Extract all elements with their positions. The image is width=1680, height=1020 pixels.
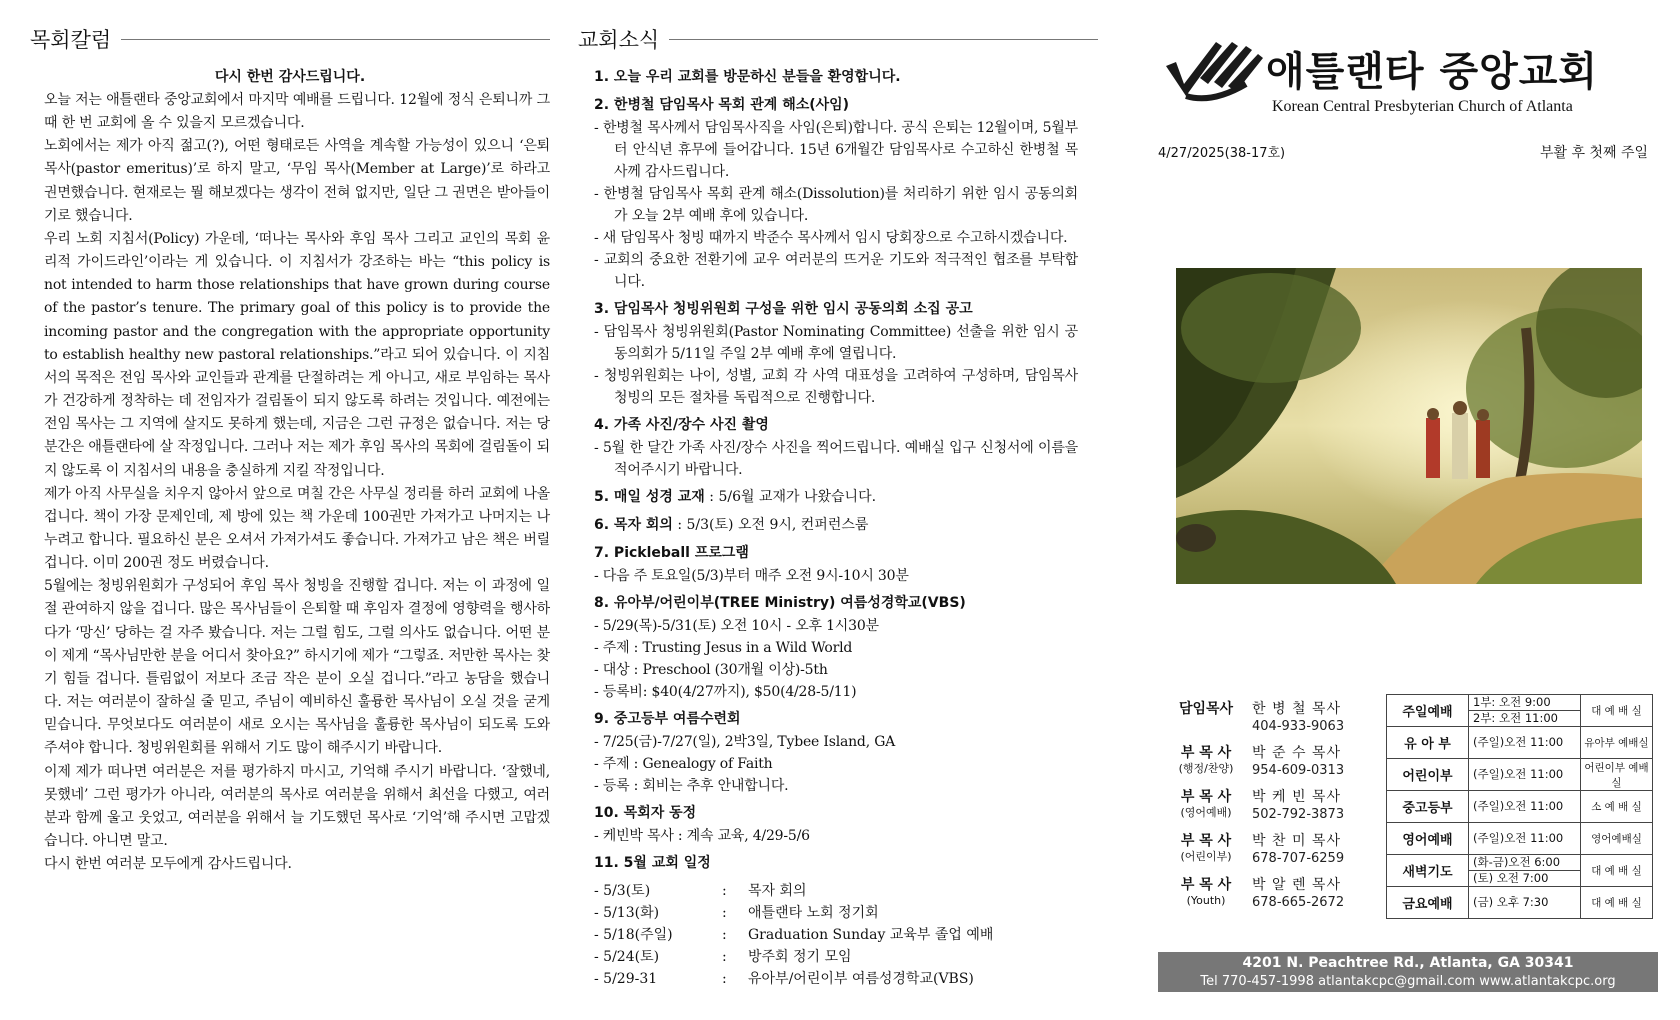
news-item <box>594 852 1078 875</box>
news-item-heading <box>594 94 1078 117</box>
news-item-line: - 주제 : Genealogy of Faith <box>594 756 773 772</box>
worship-time-line: (토) 오전 7:00 <box>1473 871 1549 885</box>
pastoral-staff-list <box>1166 700 1384 920</box>
worship-time <box>1469 791 1581 823</box>
worship-place: 대 예 배 실 <box>1581 695 1653 727</box>
staff-name: 박 준 수 목사 <box>1252 745 1341 761</box>
staff-ministry: (Youth) <box>1186 894 1226 907</box>
worship-place: 소 예 배 실 <box>1581 791 1653 823</box>
bulletin-date: 4/27/2025(38-17호) <box>1158 146 1286 161</box>
news-item-title: 6. 목자 회의 <box>594 517 673 533</box>
worship-time <box>1469 887 1581 919</box>
pastoral-column <box>30 22 550 876</box>
worship-name: 영어예배 <box>1387 823 1469 855</box>
staff-info <box>1246 876 1344 920</box>
worship-name: 어린이부 <box>1387 759 1469 791</box>
schedule-row <box>594 968 1078 990</box>
news-item-detail: : 5/3(토) 오전 9시, 컨퍼런스룸 <box>672 517 869 533</box>
schedule-event: Graduation Sunday 교육부 졸업 예배 <box>748 927 994 943</box>
news-item-title: 4. 가족 사진/장수 사진 촬영 <box>594 417 769 433</box>
schedule-row <box>594 880 1078 902</box>
worship-name: 금요예배 <box>1387 887 1469 919</box>
staff-role <box>1166 876 1246 920</box>
staff-title: 부 목 사 <box>1180 745 1232 761</box>
schedule-event: 유아부/어린이부 여름성경학교(VBS) <box>748 971 974 987</box>
news-item <box>594 802 1078 847</box>
news-list <box>578 66 1078 990</box>
worship-place: 유아부 예배실 <box>1581 727 1653 759</box>
staff-ministry: (어린이부) <box>1180 850 1232 863</box>
staff-title: 부 목 사 <box>1180 833 1232 849</box>
schedule-separator: : <box>722 883 727 899</box>
column-heading-label: 목회칼럼 <box>30 28 112 52</box>
worship-time <box>1469 823 1581 855</box>
worship-row <box>1387 855 1653 887</box>
schedule-date: - 5/18(주일) <box>594 927 673 943</box>
news-item-line: - 한병철 목사께서 담임목사직을 사임(은퇴)합니다. 공식 은퇴는 12월이며, 5월부터 안식년 휴무에 들어갑니다. 15년 6개월간 담임목사로 수고하신 한병철 목사께 감사드립니다. <box>594 120 1078 180</box>
column-paragraph: 우리 노회 지침서(Policy) 가운데, ‘떠나는 목사와 후임 목사 그리고 교인의 목회 윤리적 가이드라인’이라는 게 있습니다. 이 지침서가 강조하는 바는 “this policy is not intended to harm those relationships that have grown during course of the pastor’s tenure. The primary goal of this policy is to provide the incoming pastor and the congregation with the appropriate opportunity to establish healthy new pastoral relationships.”라고 되어 있습니다. 이 지침서의 목적은 전임 목사와 교인들과 관계를 단절하려는 게 아니고, 새로 부임하는 목사가 건강하게 정착하는 데 전임자가 걸림돌이 되지 않도록 하려는 것입니다. 예전에는 전임 목사는 그 지역에 살지도 못하게 했는데, 지금은 그런 규정은 없습니다. 저는 당분간은 애틀랜타에 살 작정입니다. 그러나 저는 제가 후임 목사의 목회에 걸림돌이 되지 않도록 이 지침서의 내용을 충실하게 지킬 작정입니다. <box>44 230 550 479</box>
schedule-row <box>594 946 1078 968</box>
church-contact-info: Tel 770-457-1998 atlantakcpc@gmail.com www.atlantakcpc.org <box>1200 974 1616 989</box>
news-item-line: - 주제 : Trusting Jesus in a Wild World <box>594 640 853 656</box>
worship-time-line: (주일)오전 11:00 <box>1473 767 1564 781</box>
staff-title: 담임목사 <box>1178 701 1234 717</box>
staff-phone: 954-609-0313 <box>1252 763 1345 778</box>
worship-place: 대 예 배 실 <box>1581 855 1653 887</box>
staff-title: 부 목 사 <box>1180 789 1232 805</box>
worship-row <box>1387 759 1653 791</box>
worship-name: 중고등부 <box>1387 791 1469 823</box>
news-item <box>594 414 1078 481</box>
column-title: 다시 한번 감사드립니다. <box>214 69 366 85</box>
staff-role <box>1166 832 1246 876</box>
worship-time-line: (화-금)오전 6:00 <box>1469 855 1580 871</box>
worship-row <box>1387 695 1653 727</box>
worship-time <box>1469 727 1581 759</box>
worship-name: 주일예배 <box>1387 695 1469 727</box>
schedule-event: 애틀랜타 노회 정기회 <box>748 905 879 921</box>
staff-phone: 502-792-3873 <box>1252 807 1345 822</box>
staff-role <box>1166 744 1246 788</box>
news-item-line: - 7/25(금)-7/27(일), 2박3일, Tybee Island, GA <box>594 734 896 750</box>
staff-row <box>1166 832 1384 876</box>
worship-schedule-table <box>1386 694 1653 919</box>
staff-phone: 678-665-2672 <box>1252 895 1345 910</box>
church-name-english: Korean Central Presbyterian Church of Atlanta <box>1272 98 1573 115</box>
news-item-title: 10. 목회자 동정 <box>594 805 697 821</box>
news-item-detail: : 5/6월 교재가 나왔습니다. <box>704 489 877 505</box>
staff-row <box>1166 744 1384 788</box>
news-heading-label: 교회소식 <box>578 28 660 52</box>
schedule-date: - 5/13(화) <box>594 905 660 921</box>
schedule-row <box>594 902 1078 924</box>
church-contact-footer <box>1158 952 1658 992</box>
church-name-korean: 애틀랜타 중앙교회 <box>1266 49 1599 95</box>
worship-row <box>1387 823 1653 855</box>
news-item-heading <box>594 708 1078 731</box>
staff-info <box>1246 832 1344 876</box>
staff-ministry: (행정/찬양) <box>1178 762 1234 775</box>
worship-time-line: (주일)오전 11:00 <box>1473 735 1564 749</box>
schedule-separator: : <box>722 949 727 965</box>
news-item-heading <box>594 542 1078 565</box>
news-item-line: - 대상 : Preschool (30개월 이상)-5th <box>594 662 828 678</box>
worship-time <box>1469 855 1581 887</box>
news-item-line: - 교회의 중요한 전환기에 교우 여러분의 뜨거운 기도와 적극적인 협조를 부탁합니다. <box>594 252 1078 290</box>
staff-role <box>1166 788 1246 832</box>
news-item-title: 7. Pickleball 프로그램 <box>594 545 749 561</box>
schedule-date: - 5/29-31 <box>594 971 658 987</box>
news-item-title: 3. 담임목사 청빙위원회 구성을 위한 임시 공동의회 소집 공고 <box>594 301 973 317</box>
news-item <box>594 94 1078 293</box>
liturgical-week: 부활 후 첫째 주일 <box>1539 145 1648 161</box>
news-item-title: 1. 오늘 우리 교회를 방문하신 분들을 환영합니다. <box>594 69 901 85</box>
news-item-line: - 5/29(목)-5/31(토) 오전 10시 - 오후 1시30분 <box>594 618 879 634</box>
staff-row <box>1166 700 1384 744</box>
worship-time <box>1469 695 1581 727</box>
news-item <box>594 298 1078 409</box>
schedule-date: - 5/3(토) <box>594 883 651 899</box>
worship-name: 새벽기도 <box>1387 855 1469 887</box>
news-item-heading <box>594 486 1078 509</box>
worship-row <box>1387 887 1653 919</box>
staff-role <box>1166 700 1246 744</box>
heading-rule <box>669 39 1098 40</box>
news-item <box>594 486 1078 509</box>
news-item-line: - 케빈박 목사 : 계속 교육, 4/29-5/6 <box>594 828 810 844</box>
news-heading <box>578 22 1098 56</box>
news-item-line: - 등록비: $40(4/27까지), $50(4/28-5/11) <box>594 684 857 700</box>
column-paragraph: 이제 제가 떠나면 여러분은 저를 평가하지 마시고, 기억해 주시기 바랍니다. ‘잘했네, 못했네’ 그런 평가가 아니라, 여러분의 목사로 여러분을 위해서 최선을 다했고, 여러분과 함께 울고 웃었고, 여러분을 위해서 늘 기도했던 목사로 ‘기억’해 주시면 고맙겠습니다. 아니면 말고. <box>44 763 550 849</box>
news-item-title: 11. 5월 교회 일정 <box>594 855 711 871</box>
staff-row <box>1166 876 1384 920</box>
news-item-heading <box>594 298 1078 321</box>
news-item <box>594 592 1078 703</box>
column-paragraph: 5월에는 청빙위원회가 구성되어 후임 목사 청빙을 진행할 겁니다. 저는 이 과정에 일절 관여하지 않을 겁니다. 많은 목사님들이 은퇴할 때 후임자 결정에 영향력을 행사하다가 ‘망신’ 당하는 걸 자주 봤습니다. 저는 그럴 힘도, 그럴 의사도 없습니다. 어떤 분이 제게 “목사님만한 분을 어디서 찾아요?” 하시기에 제가 “그렇죠. 저만한 목사는 찾기 힘들 겁니다. 틀림없이 저보다 조금 작은 분이 오실 겁니다.”라고 농담을 했습니다. 저는 여러분이 잘하실 줄 믿고, 주님이 예비하신 훌륭한 목사님이 오실 것을 굳게 믿습니다. 무엇보다도 여러분이 새로 오시는 목사님을 훌륭한 목사님이 되도록 도와주셔야 합니다. 청빙위원회를 위해서 기도 많이 해주시기 바랍니다. <box>44 578 550 757</box>
worship-place: 영어예배실 <box>1581 823 1653 855</box>
schedule-separator: : <box>722 971 727 987</box>
worship-time-line: (주일)오전 11:00 <box>1473 799 1564 813</box>
staff-info <box>1246 788 1344 832</box>
staff-name: 박 찬 미 목사 <box>1252 833 1341 849</box>
staff-title: 부 목 사 <box>1180 877 1232 893</box>
worship-name: 유 아 부 <box>1387 727 1469 759</box>
news-item-line: - 새 담임목사 청빙 때까지 박준수 목사께서 임시 당회장으로 수고하시겠습니다. <box>594 230 1068 246</box>
news-item-line: - 한병철 담임목사 목회 관계 해소(Dissolution)를 처리하기 위한 임시 공동의회가 오늘 2부 예배 후에 있습니다. <box>594 186 1078 224</box>
schedule-event: 방주회 정기 모임 <box>748 949 852 965</box>
staff-info <box>1246 700 1344 744</box>
worship-time <box>1469 759 1581 791</box>
news-item <box>594 66 1078 89</box>
staff-name: 박 알 렌 목사 <box>1252 877 1341 893</box>
staff-phone: 404-933-9063 <box>1252 719 1345 734</box>
worship-place: 어린이부 예배실 <box>1581 759 1653 791</box>
news-item-title: 8. 유아부/어린이부(TREE Ministry) 여름성경학교(VBS) <box>594 595 966 611</box>
schedule-row <box>594 924 1078 946</box>
schedule-separator: : <box>722 905 727 921</box>
staff-row <box>1166 788 1384 832</box>
road-to-emmaus-painting <box>1176 268 1642 584</box>
column-body <box>30 89 550 876</box>
news-item-title: 2. 한병철 담임목사 목회 관계 해소(사임) <box>594 97 850 113</box>
column-paragraph: 제가 아직 사무실을 치우지 않아서 앞으로 며칠 간은 사무실 정리를 하러 교회에 나올 겁니다. 책이 가장 문제인데, 제 방에 있는 책 가운데 100권만 가져가고 나머지는 나누려고 합니다. 필요하신 분은 오셔서 가져가셔도 좋습니다. 가져가고 남은 책은 버릴 겁니다. 이미 200권 정도 버렸습니다. <box>44 485 550 572</box>
news-item-heading <box>594 802 1078 825</box>
staff-phone: 678-707-6259 <box>1252 851 1345 866</box>
news-item-heading <box>594 514 1078 537</box>
news-item-title: 9. 중고등부 여름수련회 <box>594 711 741 727</box>
worship-time-line: 1부: 오전 9:00 <box>1469 695 1580 711</box>
worship-row <box>1387 791 1653 823</box>
news-item-heading <box>594 414 1078 437</box>
news-item-line: - 5월 한 달간 가족 사진/장수 사진을 찍어드립니다. 예배실 입구 신청서에 이름을 적어주시기 바랍니다. <box>594 440 1078 478</box>
worship-place: 대 예 배 실 <box>1581 887 1653 919</box>
staff-name: 한 병 철 목사 <box>1252 701 1341 717</box>
worship-time-line: 2부: 오전 11:00 <box>1473 711 1558 725</box>
news-item-line: - 등록 : 회비는 추후 안내합니다. <box>594 778 789 794</box>
column-paragraph: 노회에서는 제가 아직 젊고(?), 어떤 형태로든 사역을 계속할 가능성이 있으니 ‘은퇴 목사(pastor emeritus)’로 하지 말고, ‘무임 목사(Member at Large)’로 하라고 권면했습니다. 현재로는 뭘 해보겠다는 생각이 전혀 없지만, 일단 그 권면은 받아들이기로 했습니다. <box>44 138 550 224</box>
staff-ministry: (영어예배) <box>1180 806 1232 819</box>
church-address: 4201 N. Peachtree Rd., Atlanta, GA 30341 <box>1242 955 1574 971</box>
news-item-heading <box>594 852 1078 875</box>
news-item-line: - 담임목사 청빙위원회(Pastor Nominating Committee) 선출을 위한 임시 공동의회가 5/11일 주일 2부 예배 후에 열립니다. <box>594 324 1078 362</box>
schedule-date: - 5/24(토) <box>594 949 660 965</box>
news-item-heading <box>594 592 1078 615</box>
news-item <box>594 514 1078 537</box>
column-paragraph: 오늘 저는 애틀랜타 중앙교회에서 마지막 예배를 드립니다. 12월에 정식 은퇴니까 그때 한 번 교회에 올 수 있을지 모르겠습니다. <box>44 92 550 132</box>
worship-row <box>1387 727 1653 759</box>
news-item-title: 5. 매일 성경 교재 <box>594 489 705 505</box>
worship-time-line: (금) 오후 7:30 <box>1473 895 1549 909</box>
news-item-line: - 청빙위원회는 나이, 성별, 교회 각 사역 대표성을 고려하여 구성하며, 담임목사 청빙의 모든 절차를 독립적으로 진행합니다. <box>594 368 1078 406</box>
schedule-separator: : <box>722 927 727 943</box>
staff-name: 박 케 빈 목사 <box>1252 789 1341 805</box>
news-item <box>594 542 1078 587</box>
staff-info <box>1246 744 1344 788</box>
heading-rule <box>121 39 550 40</box>
church-news-column <box>578 22 1098 990</box>
column-paragraph: 다시 한번 여러분 모두에게 감사드립니다. <box>44 856 292 873</box>
schedule-event: 목자 회의 <box>748 883 807 899</box>
column-heading <box>30 22 550 56</box>
worship-time-line: (주일)오전 11:00 <box>1473 831 1564 845</box>
hand-check-logo-icon <box>1162 38 1266 102</box>
news-item-line: - 다음 주 토요일(5/3)부터 매주 오전 9시-10시 30분 <box>594 568 909 584</box>
news-item <box>594 708 1078 797</box>
news-item-heading <box>594 66 1078 89</box>
